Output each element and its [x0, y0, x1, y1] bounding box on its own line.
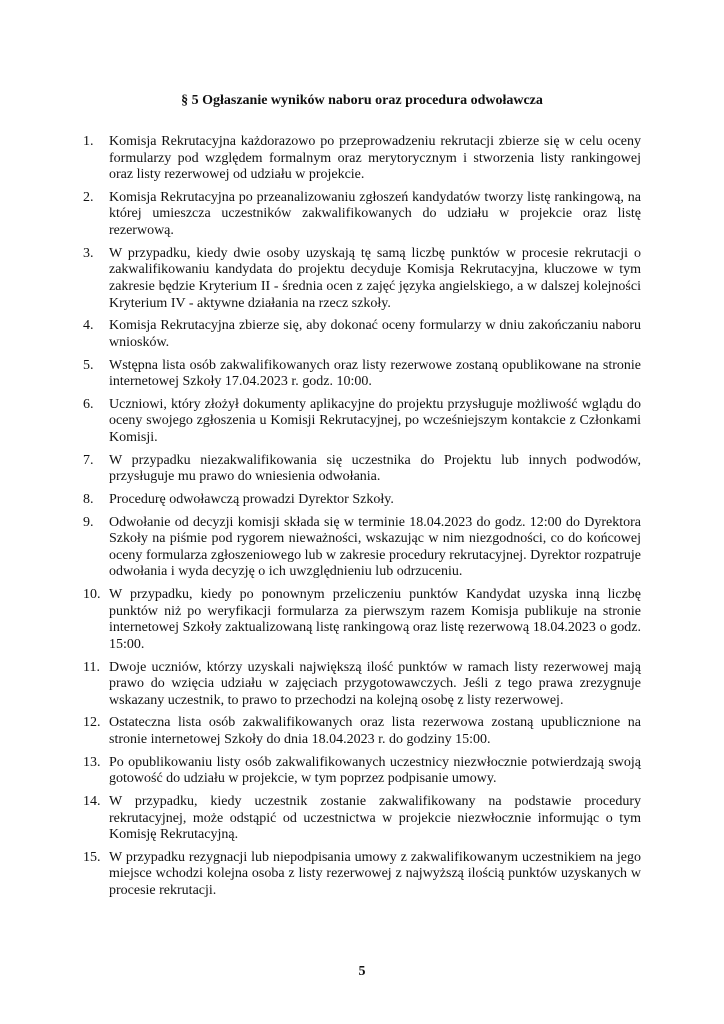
item-text: Komisja Rekrutacyjna po przeanalizowaniu zgłoszeń kandydatów tworzy listę rankingową, na której umieszcza uczestników zakwalifikowanych do udziału w projekcie oraz listę rezerwową.: [109, 189, 641, 239]
item-number: 12.: [83, 715, 101, 731]
list-item: [83, 453, 641, 486]
item-number: 8.: [83, 491, 94, 507]
list-item: [83, 587, 641, 653]
item-number: 14.: [83, 794, 101, 809]
list-item: [83, 492, 641, 509]
item-text: W przypadku, kiedy po ponownym przeliczeniu punktów Kandydat uzyska inną liczbę punktów niż po weryfikacji formularza za pierwszym razem Komisja publikuje na stronie internetowej Szkoły zaktualizowaną listę rankingową oraz listę rezerwową 18.04.2023 o godz. 15:00.: [109, 587, 641, 652]
item-number: 11.: [83, 659, 100, 675]
item-text: Po opublikowaniu listy osób zakwalifikowanych uczestnicy niezwłocznie potwierdzają swoją gotowość do udziału w projekcie, w tym poprzez podpisanie umowy.: [109, 754, 641, 787]
list-item: [83, 318, 641, 351]
item-number: 6.: [83, 396, 94, 412]
list-item: [83, 246, 641, 312]
item-number: 2.: [83, 189, 94, 205]
item-text: Uczniowi, który złożył dokumenty aplikacyjne do projektu przysługuje możliwość wglądu do oceny swojego zgłoszenia u Komisji Rekrutacyjnej, po wcześniejszym kontakcie z Członkami Komisji.: [109, 396, 641, 445]
item-number: 9.: [83, 514, 94, 530]
item-number: 7.: [83, 452, 94, 468]
item-text: Procedurę odwoławczą prowadzi Dyrektor Szkoły.: [109, 491, 394, 507]
item-text: W przypadku niezakwalifikowania się uczestnika do Projektu lub innych podwodów, przysługuje mu prawo do wniesienia odwołania.: [109, 452, 641, 485]
item-text: Ostateczna lista osób zakwalifikowanych oraz lista rezerwowa zostaną upublicznione na stronie internetowej Szkoły do dnia 18.04.2023 r. do godziny 15:00.: [109, 715, 641, 748]
list-item: [83, 190, 641, 240]
list-item: [83, 358, 641, 391]
item-number: 5.: [83, 357, 94, 373]
numbered-list: [83, 134, 641, 906]
list-item: [83, 794, 641, 844]
list-item: [83, 755, 641, 788]
item-text: Komisja Rekrutacyjna każdorazowo po przeprowadzeniu rekrutacji zbierze się w celu oceny formularzy pod względem formalnym oraz merytorycznym i stworzenia listy rankingowej oraz listy rezerwowej od udziału w projekcie.: [109, 134, 641, 183]
item-number: 13.: [83, 754, 101, 770]
section-heading: § 5 Ogłaszanie wyników naboru oraz procedura odwoławcza: [181, 93, 543, 108]
list-item: [83, 134, 641, 184]
item-number: 10.: [83, 587, 101, 603]
item-text: Odwołanie od decyzji komisji składa się w terminie 18.04.2023 do godz. 12:00 do Dyrektora Szkoły na piśmie pod rygorem nieważności, wskazując w nim niezgodności, co do końcowej oceny formularza zgłoszeniowego lub w zakresie procedury rekrutacyjnej. Dyrektor rozpatruje odwołania i wyda decyzję o ich uwzględnieniu lub odrzuceniu.: [109, 514, 641, 580]
item-text: Wstępna lista osób zakwalifikowanych oraz listy rezerwowe zostaną opublikowane na stronie internetowej Szkoły 17.04.2023 r. godz. 10:00.: [109, 357, 641, 390]
list-item: [83, 850, 641, 900]
item-text: W przypadku, kiedy dwie osoby uzyskają tę samą liczbę punktów w procesie rekrutacji o zakwalifikowaniu kandydata do projektu decyduje Komisja Rekrutacyjna, kluczowe w tym zakresie będzie Kryterium II - średnia ocen z zajęć języka angielskiego, a w dalszej kolejności Kryterium IV - aktywne działania na rzecz szkoły.: [109, 245, 641, 311]
item-number: 3.: [83, 245, 94, 261]
item-text: W przypadku rezygnacji lub niepodpisania umowy z zakwalifikowanym uczestnikiem na jego miejsce wchodzi kolejna osoba z listy rezerwowej z najwyższą ilością punktów uzyskanych w procesie rekrutacji.: [109, 849, 641, 899]
item-text: W przypadku, kiedy uczestnik zostanie zakwalifikowany na podstawie procedury rekrutacyjnej, może odstąpić od uczestnictwa w projekcie niezwłocznie informując o tym Komisję Rekrutacyjną.: [109, 794, 641, 843]
item-text: Dwoje uczniów, którzy uzyskali największą ilość punktów w ramach listy rezerwowej mają prawo do wzięcia udziału w zajęciach przygotowawczych. Jeśli z tego prawa zrezygnuje wskazany uczestnik, to prawo to przechodzi na kolejną osobę z listy rezerwowej.: [109, 659, 641, 708]
list-item: [83, 715, 641, 748]
page-number: 5: [358, 964, 366, 979]
list-item: [83, 397, 641, 447]
item-number: 1.: [83, 134, 94, 149]
item-text: Komisja Rekrutacyjna zbierze się, aby dokonać oceny formularzy w dniu zakończaniu naboru wniosków.: [109, 318, 641, 350]
item-number: 4.: [83, 318, 94, 334]
item-number: 15.: [83, 849, 101, 865]
list-item: [83, 515, 641, 581]
list-item: [83, 660, 641, 710]
